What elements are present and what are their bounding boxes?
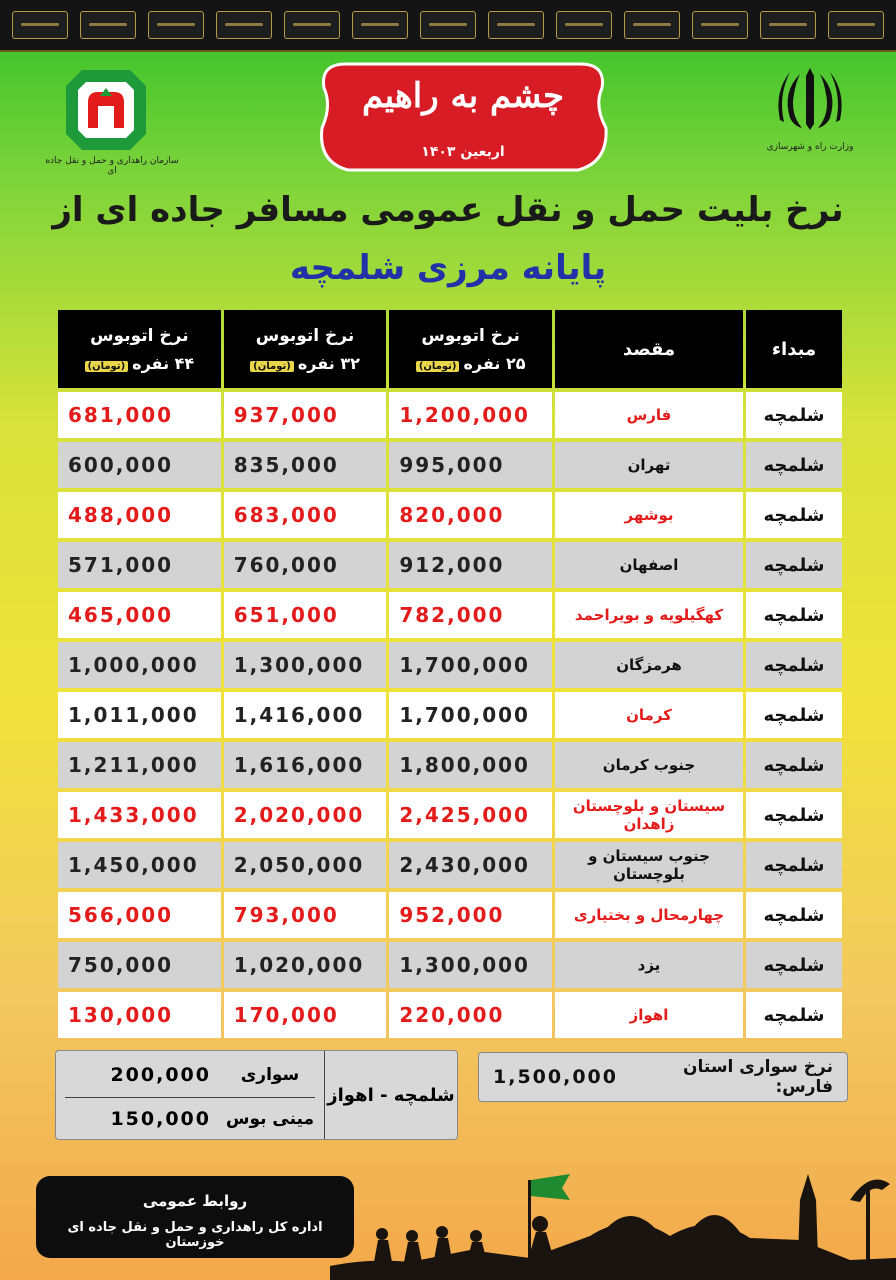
slogan-text: چشم به راهیم xyxy=(361,76,565,116)
bus32-price-cell: 835,000 xyxy=(224,442,387,488)
slogan-banner xyxy=(316,58,610,176)
destination-cell: جنوب سیستان و بلوچستان xyxy=(555,842,743,888)
bus25-price-cell: 1,700,000 xyxy=(389,692,552,738)
origin-cell: شلمچه xyxy=(746,392,842,438)
header-destination: مقصد xyxy=(555,310,743,388)
header-bus44 xyxy=(58,310,221,388)
ahvaz-minibus-value: 150,000 xyxy=(110,1108,211,1130)
bus32-price-cell: 760,000 xyxy=(224,542,387,588)
bus32-price-cell: 1,300,000 xyxy=(224,642,387,688)
origin-cell: شلمچه xyxy=(746,792,842,838)
destination-cell: فارس xyxy=(555,392,743,438)
header-origin: مبداء xyxy=(746,310,842,388)
bus44-price-cell: 750,000 xyxy=(58,942,221,988)
bus25-price-cell: 995,000 xyxy=(389,442,552,488)
header-bus25 xyxy=(389,310,552,388)
origin-cell: شلمچه xyxy=(746,942,842,988)
header-bus25-line1: نرخ اتوبوس xyxy=(421,325,520,346)
bus32-price-cell: 793,000 xyxy=(224,892,387,938)
calligraphy-plaque xyxy=(692,11,748,39)
bus32-price-cell: 2,050,000 xyxy=(224,842,387,888)
destination-cell: تهران xyxy=(555,442,743,488)
calligraphy-plaque xyxy=(352,11,408,39)
calligraphy-plaque xyxy=(284,11,340,39)
fare-table xyxy=(55,306,845,1042)
table-row xyxy=(58,492,842,538)
bus44-price-cell: 681,000 xyxy=(58,392,221,438)
bus32-price-cell: 1,416,000 xyxy=(224,692,387,738)
bus25-price-cell: 1,700,000 xyxy=(389,642,552,688)
fars-car-fare-label: نرخ سواری استان فارس: xyxy=(683,1057,833,1097)
destination-cell: هرمزگان xyxy=(555,642,743,688)
origin-cell: شلمچه xyxy=(746,842,842,888)
header-bus44-line1: نرخ اتوبوس xyxy=(90,325,189,346)
ahvaz-route-label: شلمچه - اهواز xyxy=(324,1051,457,1139)
destination-cell: سیستان و بلوچستان زاهدان xyxy=(555,792,743,838)
table-header-row xyxy=(58,310,842,388)
bus25-price-cell: 952,000 xyxy=(389,892,552,938)
calligraphy-plaque xyxy=(420,11,476,39)
event-text: اربعین ۱۴۰۳ xyxy=(421,144,505,160)
origin-cell: شلمچه xyxy=(746,742,842,788)
table-row xyxy=(58,642,842,688)
bus44-price-cell: 1,450,000 xyxy=(58,842,221,888)
bus32-price-cell: 937,000 xyxy=(224,392,387,438)
bus25-price-cell: 1,200,000 xyxy=(389,392,552,438)
table-row xyxy=(58,942,842,988)
table-row xyxy=(58,692,842,738)
ahvaz-minibus-label: مینی بوس xyxy=(225,1109,315,1129)
bus44-price-cell: 1,000,000 xyxy=(58,642,221,688)
footer-line2: اداره کل راهداری و حمل و نقل جاده ای خوزستان xyxy=(67,1220,323,1250)
ahvaz-car-label: سواری xyxy=(240,1065,300,1085)
bus25-price-cell: 782,000 xyxy=(389,592,552,638)
page-subtitle: پایانه مرزی شلمچه xyxy=(289,248,607,288)
calligraphy-plaque xyxy=(624,11,680,39)
table-row xyxy=(58,742,842,788)
origin-cell: شلمچه xyxy=(746,542,842,588)
bus32-price-cell: 1,616,000 xyxy=(224,742,387,788)
left-org-caption: سازمان راهداری و حمل و نقل جاده ای xyxy=(45,156,179,176)
table-row xyxy=(58,542,842,588)
bus25-price-cell: 820,000 xyxy=(389,492,552,538)
destination-cell: یزد xyxy=(555,942,743,988)
table-row xyxy=(58,842,842,888)
table-row xyxy=(58,592,842,638)
header-bus25-unit: (تومان) xyxy=(416,361,460,372)
header-bus44-line2: ۴۴ نفره xyxy=(132,353,195,373)
bus44-price-cell: 488,000 xyxy=(58,492,221,538)
bus44-price-cell: 1,433,000 xyxy=(58,792,221,838)
bus25-price-cell: 1,300,000 xyxy=(389,942,552,988)
calligraphy-plaque xyxy=(556,11,612,39)
right-org-caption: وزارت راه و شهرسازی xyxy=(766,142,854,152)
calligraphy-plaque xyxy=(148,11,204,39)
public-relations-footer xyxy=(36,1176,354,1258)
calligraphy-plaque xyxy=(12,11,68,39)
fars-car-fare-box xyxy=(478,1052,848,1102)
destination-cell: اهواز xyxy=(555,992,743,1038)
road-organization-logo xyxy=(42,62,179,176)
header-bus25-line2: ۲۵ نفره xyxy=(463,353,526,373)
header-bus32-unit: (تومان) xyxy=(250,361,294,372)
bus44-price-cell: 1,211,000 xyxy=(58,742,221,788)
bus25-price-cell: 2,430,000 xyxy=(389,842,552,888)
table-row xyxy=(58,442,842,488)
bus44-price-cell: 130,000 xyxy=(58,992,221,1038)
origin-cell: شلمچه xyxy=(746,992,842,1038)
ministry-logo xyxy=(760,62,860,172)
bus25-price-cell: 220,000 xyxy=(389,992,552,1038)
table-row xyxy=(58,392,842,438)
page-title: نرخ بلیت حمل و نقل عمومی مسافر جاده ای از xyxy=(52,190,844,230)
table-row xyxy=(58,992,842,1038)
bus25-price-cell: 2,425,000 xyxy=(389,792,552,838)
table-row xyxy=(58,892,842,938)
ahvaz-car-row xyxy=(65,1053,315,1098)
bus32-price-cell: 170,000 xyxy=(224,992,387,1038)
road-organization-logo-icon xyxy=(42,62,172,152)
bus32-price-cell: 651,000 xyxy=(224,592,387,638)
bus32-price-cell: 1,020,000 xyxy=(224,942,387,988)
footer-line1: روابط عمومی xyxy=(142,1192,248,1210)
bus44-price-cell: 1,011,000 xyxy=(58,692,221,738)
table-row xyxy=(58,792,842,838)
top-decorative-band xyxy=(0,0,896,52)
calligraphy-plaque xyxy=(80,11,136,39)
bus44-price-cell: 465,000 xyxy=(58,592,221,638)
calligraphy-plaque xyxy=(488,11,544,39)
calligraphy-plaque xyxy=(760,11,816,39)
bus25-price-cell: 1,800,000 xyxy=(389,742,552,788)
bus32-price-cell: 683,000 xyxy=(224,492,387,538)
ahvaz-car-value: 200,000 xyxy=(110,1064,211,1086)
destination-cell: کرمان xyxy=(555,692,743,738)
origin-cell: شلمچه xyxy=(746,642,842,688)
header-bus32-line1: نرخ اتوبوس xyxy=(255,325,355,346)
destination-cell: چهارمحال و بختیاری xyxy=(555,892,743,938)
origin-cell: شلمچه xyxy=(746,892,842,938)
origin-cell: شلمچه xyxy=(746,492,842,538)
pilgrims-silhouette-icon xyxy=(330,1140,896,1280)
ahvaz-fare-box xyxy=(55,1050,458,1140)
header-bus32 xyxy=(224,310,387,388)
bus44-price-cell: 571,000 xyxy=(58,542,221,588)
bus32-price-cell: 2,020,000 xyxy=(224,792,387,838)
destination-cell: اصفهان xyxy=(555,542,743,588)
bus44-price-cell: 600,000 xyxy=(58,442,221,488)
bus44-price-cell: 566,000 xyxy=(58,892,221,938)
destination-cell: جنوب کرمان xyxy=(555,742,743,788)
origin-cell: شلمچه xyxy=(746,442,842,488)
destination-cell: کهگیلویه و بویراحمد xyxy=(555,592,743,638)
header-bus32-line2: ۳۲ نفره xyxy=(297,353,360,373)
bus25-price-cell: 912,000 xyxy=(389,542,552,588)
fars-car-fare-value: 1,500,000 xyxy=(493,1066,618,1088)
origin-cell: شلمچه xyxy=(746,692,842,738)
iran-emblem-icon xyxy=(760,62,860,136)
header-bus44-unit: (تومان) xyxy=(85,361,129,372)
calligraphy-plaque xyxy=(216,11,272,39)
destination-cell: بوشهر xyxy=(555,492,743,538)
origin-cell: شلمچه xyxy=(746,592,842,638)
calligraphy-plaque xyxy=(828,11,884,39)
ahvaz-minibus-row xyxy=(65,1097,315,1141)
